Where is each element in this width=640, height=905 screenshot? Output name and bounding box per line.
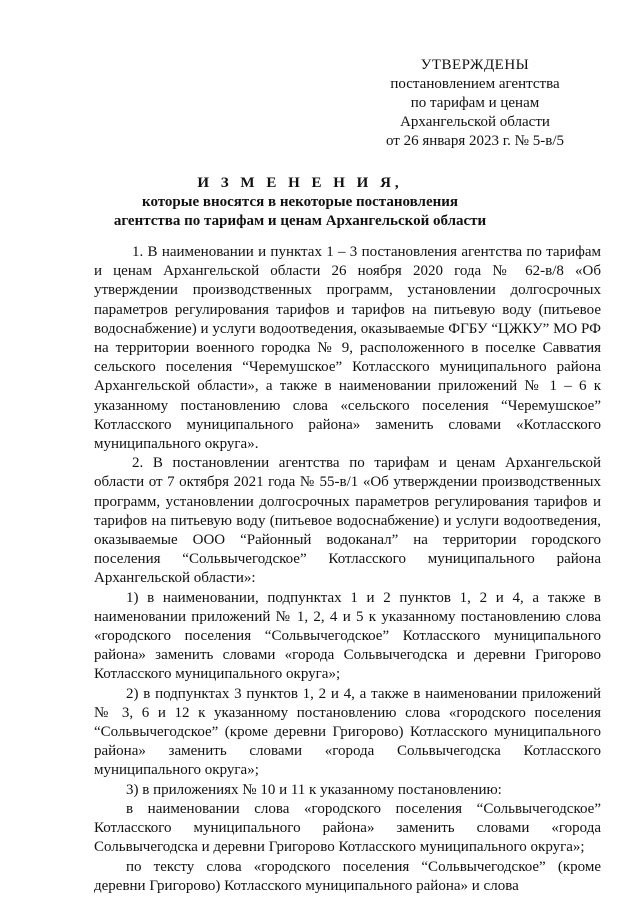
approval-heading: УТВЕРЖДЕНЫ: [420, 57, 530, 73]
document-body: [94, 243, 601, 896]
paragraph-item-2: 2. В постановлении агентства по тарифам и ценам Архангельской области от 7 октября 2021 года № 55-в/1 «Об утверждении производственных программ, установлении долгосрочных параметров регулирования тарифов и тарифов на питьевую воду (питьевое водоснабжение) и услуги водоотведения, оказываемые ООО “Районный водоканал” на территории городского поселения “Сольвычегодское” Котласского муниципального района Архангельской области»:: [94, 455, 601, 587]
subparagraph-1: 1) в наименовании, подпунктах 1 и 2 пунктов 1, 2 и 4, а также в наименовании приложений № 1, 2, 4 и 5 к указанному постановлению слова «городского поселения “Сольвычегодское” Котласского муниципального района» заменить словами «города Сольвычегодска и деревни Григорово Котласского муниципального округа»;: [94, 589, 601, 683]
approval-date: от 26 января 2023 г. № 5-в/5: [386, 133, 564, 149]
paragraph-item-1: 1. В наименовании и пунктах 1 – 3 постановления агентства по тарифам и ценам Архангельской области 26 ноября 2020 года № 62-в/8 «Об утверждении производственных программ, установлении долгосрочных параметров регулирования тарифов и тарифов на питьевую воду (питьевое водоснабжение) и услуги водоотведения, оказываемые ФГБУ “ЦЖКУ” МО РФ на территории военного городка № 9, расположенного в поселке Савватия сельского поселения “Черемушское” Котласского муниципального района Архангельской области», а также в наименовании приложений № 1 – 6 к указанному постановлению слова «сельского поселения “Черемушское” Котласского муниципального района» заменить словами «Котласского муниципального округа».: [94, 244, 601, 453]
approval-line: Архангельской области: [400, 114, 550, 130]
subparagraph-3-item: в наименовании слова «городского поселения “Сольвычегодское” Котласского муниципального района» заменить словами «города Сольвычегодска и деревни Григорово Котласского муниципального округа»;: [94, 800, 601, 856]
approval-line: постановлением агентства: [390, 76, 560, 92]
subparagraph-3-item: по тексту слова «городского поселения “Сольвычегодское” (кроме деревни Григорово) Котласского муниципального района» и слова: [94, 858, 601, 894]
document-title: [90, 174, 510, 231]
title-subtitle: агентства по тарифам и ценам Архангельской области: [113, 213, 487, 229]
approval-stamp: [360, 56, 590, 151]
title-main: И З М Е Н Е Н И Я,: [197, 175, 403, 191]
subparagraph-3: 3) в приложениях № 10 и 11 к указанному постановлению:: [126, 781, 502, 798]
subparagraph-2: 2) в подпунктах 3 пунктов 1, 2 и 4, а также в наименовании приложений № 3, 6 и 12 к указанному постановлению слова «городского поселения “Сольвычегодское” (кроме деревни Григорово) Котласского муниципального района» заменить словами «города Сольвычегодска Котласского муниципального округа»;: [94, 685, 601, 779]
approval-line: по тарифам и ценам: [410, 95, 540, 111]
title-subtitle: которые вносятся в некоторые постановления: [142, 194, 458, 210]
